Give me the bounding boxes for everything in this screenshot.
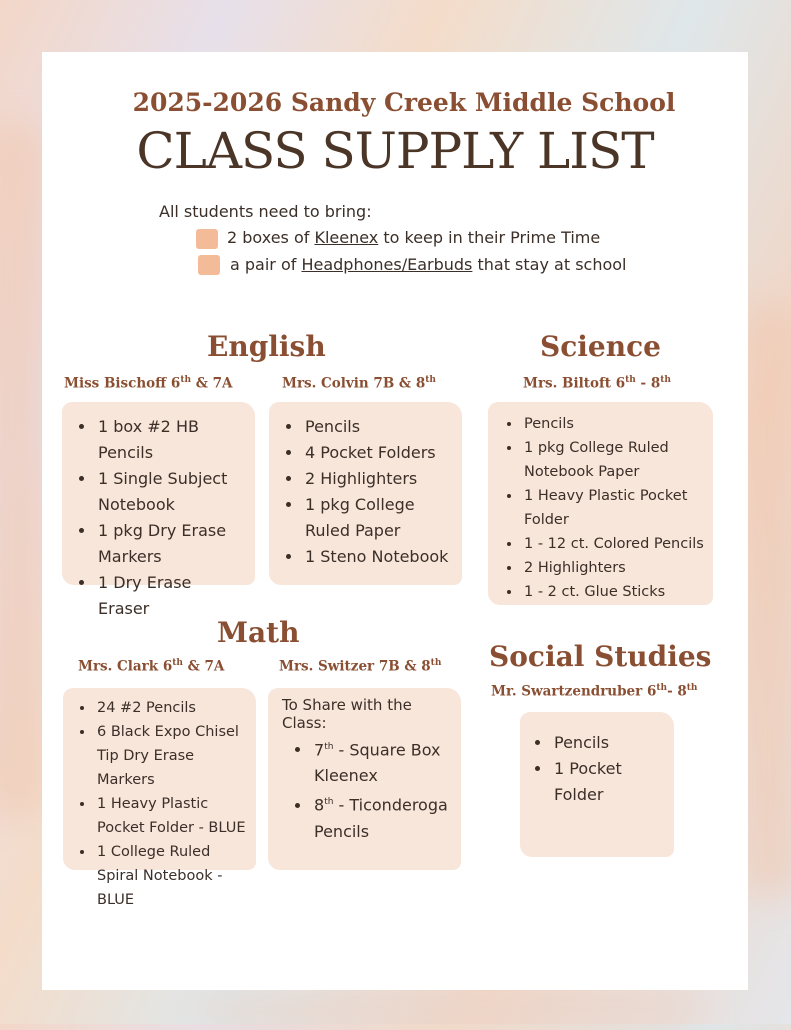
checkbox-square <box>196 229 218 249</box>
checkbox-square <box>198 255 220 275</box>
list-item: • 1 Pocket Folder <box>552 756 670 808</box>
list-item: • 1 pkg Dry Erase Markers <box>96 518 247 570</box>
math-teacher-clark: Mrs. Clark 6th & 7A <box>78 658 225 675</box>
list-item: • 7th - Square Box Kleenex <box>312 734 455 789</box>
math-switzer-box <box>268 688 461 870</box>
list-item: • 6 Black Expo Chisel Tip Dry Erase Markers <box>95 720 250 792</box>
social-studies-teacher: Mr. Swartzendruber 6th- 8th <box>491 683 698 700</box>
english-colvin-box <box>269 402 462 585</box>
year-school-heading: 2025-2026 Sandy Creek Middle School <box>132 88 676 117</box>
kleenex-link: Kleenex <box>314 228 379 247</box>
english-bischoff-box <box>62 402 255 618</box>
required-item-headphones: a pair of Headphones/Earbuds that stay at school <box>230 255 627 274</box>
science-box <box>488 402 713 605</box>
list-item: • 24 #2 Pencils <box>95 696 250 720</box>
page-title: CLASS SUPPLY LIST <box>136 122 654 180</box>
share-intro: To Share with the Class: <box>282 696 412 732</box>
social-studies-box <box>520 712 674 857</box>
list-item: • Pencils <box>522 412 707 436</box>
math-teacher-switzer: Mrs. Switzer 7B & 8th <box>279 658 442 675</box>
list-item: • 1 - 12 ct. Colored Pencils <box>522 532 707 556</box>
list-item: • 1 Single Subject Notebook <box>96 466 247 518</box>
list-item: • Pencils <box>552 730 670 756</box>
headphones-link: Headphones/Earbuds <box>301 255 473 274</box>
list-item: • 1 Heavy Plastic Pocket Folder - BLUE <box>95 792 250 840</box>
math-clark-box <box>63 688 256 908</box>
english-teacher-bischoff: Miss Bischoff 6th & 7A <box>64 375 233 392</box>
list-item: • 2 Highlighters <box>522 556 707 580</box>
english-teacher-colvin: Mrs. Colvin 7B & 8th <box>282 375 436 392</box>
list-item: • 1 Heavy Plastic Pocket Folder <box>522 484 707 532</box>
social-studies-heading: Social Studies <box>489 640 712 673</box>
list-item: • 1 Dry Erase Eraser <box>96 570 247 622</box>
required-item-kleenex: 2 boxes of Kleenex to keep in their Prime Time <box>227 228 601 247</box>
list-item: • 1 box #2 HB Pencils <box>96 414 247 466</box>
list-item: • 1 pkg College Ruled Paper <box>303 492 456 544</box>
list-item: • 1 - 2 ct. Glue Sticks <box>522 580 707 604</box>
list-item: • 2 Highlighters <box>303 466 456 492</box>
list-item: • 4 Pocket Folders <box>303 440 456 466</box>
list-item: • 8th - Ticonderoga Pencils <box>312 789 455 844</box>
all-students-intro: All students need to bring: <box>159 202 372 221</box>
list-item: • 1 College Ruled Spiral Notebook - BLUE <box>95 840 250 912</box>
science-heading: Science <box>540 330 661 363</box>
background-streak <box>200 990 700 1030</box>
list-item: • Pencils <box>303 414 456 440</box>
list-item: • 1 Steno Notebook <box>303 544 456 570</box>
english-heading: English <box>207 330 326 363</box>
science-teacher-biltoft: Mrs. Biltoft 6th - 8th <box>523 375 671 392</box>
math-heading: Math <box>217 616 300 649</box>
list-item: • 1 pkg College Ruled Notebook Paper <box>522 436 707 484</box>
